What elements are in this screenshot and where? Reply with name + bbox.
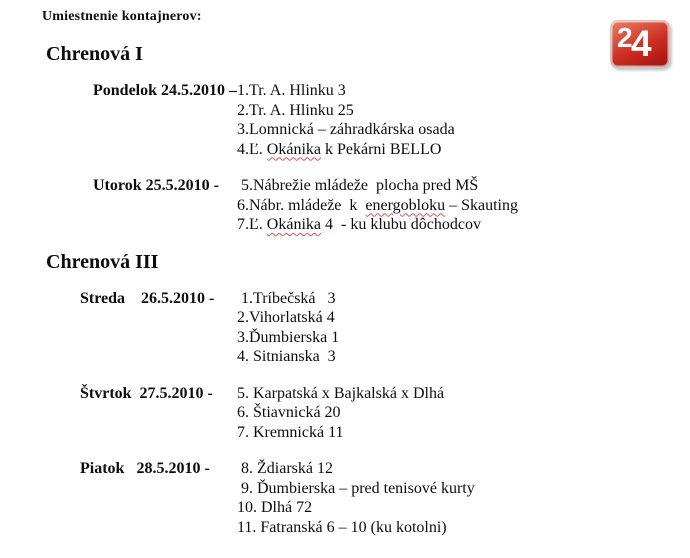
street-item bbox=[237, 215, 690, 235]
street-item bbox=[237, 423, 690, 443]
schedule-section bbox=[0, 42, 690, 235]
text-segment: 5.Nábrežie mládeže plocha pred MŠ bbox=[237, 177, 479, 194]
logo-digit-4: 4 bbox=[631, 23, 652, 64]
section-heading: Chrenová I bbox=[46, 43, 143, 65]
text-segment: 6.Nábr. mládeže k bbox=[237, 196, 366, 214]
street-item bbox=[237, 347, 690, 367]
text-segment: 9. Ďumbierska – pred tenisové kurty bbox=[237, 479, 475, 497]
text-segment: 5. Karpatská x Bajkalská x Dlhá bbox=[237, 384, 445, 402]
street-list bbox=[237, 81, 690, 159]
text-segment: 4. Sitnianska 3 bbox=[237, 348, 336, 365]
logo-digit-2: 2 bbox=[617, 22, 633, 53]
day-block bbox=[0, 176, 690, 235]
street-item bbox=[237, 140, 690, 160]
text-segment: 4.Ľ. bbox=[237, 140, 267, 158]
street-item bbox=[237, 384, 690, 404]
text-segment: 6. Štiavnická 20 bbox=[237, 404, 341, 421]
text-segment: 3.Ďumbierska 1 bbox=[237, 328, 340, 346]
text-segment: k Pekárni BELLO bbox=[320, 140, 442, 158]
misspelled-word: Okánika bbox=[266, 216, 321, 233]
street-item bbox=[237, 196, 690, 216]
street-item bbox=[237, 479, 690, 499]
street-list bbox=[237, 459, 690, 537]
street-item bbox=[237, 81, 690, 101]
street-item bbox=[237, 459, 690, 479]
text-segment: 1.Tr. A. Hlinku 3 bbox=[237, 82, 346, 99]
street-item bbox=[237, 518, 690, 538]
schedule-section bbox=[0, 250, 690, 538]
street-item bbox=[237, 403, 690, 423]
day-date-label: Štvrtok 27.5.2010 - bbox=[80, 384, 213, 402]
section-heading: Chrenová III bbox=[46, 250, 159, 273]
text-segment: 10. Dlhá 72 bbox=[237, 499, 313, 516]
text-segment: 7. Kremnická 11 bbox=[237, 423, 344, 441]
street-item bbox=[237, 498, 690, 518]
misspelled-word: energobloku bbox=[365, 196, 446, 214]
street-list bbox=[237, 289, 690, 367]
text-segment: 4 - ku klubu dôchodcov bbox=[320, 216, 481, 233]
text-segment: 2.Tr. A. Hlinku 25 bbox=[237, 101, 354, 119]
day-block bbox=[0, 384, 690, 443]
day-date-label: Streda 26.5.2010 - bbox=[80, 289, 215, 307]
street-list bbox=[237, 176, 690, 235]
street-item bbox=[237, 289, 690, 309]
day-block bbox=[0, 81, 690, 159]
day-date-label: Piatok 28.5.2010 - bbox=[80, 460, 210, 477]
text-segment: 7.Ľ. bbox=[237, 216, 267, 233]
day-date-label: Utorok 25.5.2010 - bbox=[93, 177, 219, 194]
day-block bbox=[0, 289, 690, 367]
text-segment: 2.Vihorlatská 4 bbox=[237, 309, 335, 326]
misspelled-word: Okánika bbox=[266, 140, 321, 158]
day-date-label: Pondelok 24.5.2010 – bbox=[93, 82, 238, 99]
street-item bbox=[237, 101, 690, 121]
street-item bbox=[237, 120, 690, 140]
street-item bbox=[237, 176, 690, 196]
day-block bbox=[0, 459, 690, 537]
text-segment: 11. Fatranská 6 – 10 (ku kotolni) bbox=[237, 518, 447, 536]
page-title: Umiestnenie kontajnerov: bbox=[42, 9, 202, 24]
text-segment: – Skauting bbox=[445, 196, 518, 214]
text-segment: 3.Lomnická – záhradkárska osada bbox=[237, 121, 455, 138]
street-list bbox=[237, 384, 690, 443]
street-item bbox=[237, 308, 690, 328]
text-segment: 1.Tríbečská 3 bbox=[237, 289, 336, 307]
text-segment: 8. Ždiarská 12 bbox=[237, 460, 333, 477]
street-item bbox=[237, 328, 690, 348]
